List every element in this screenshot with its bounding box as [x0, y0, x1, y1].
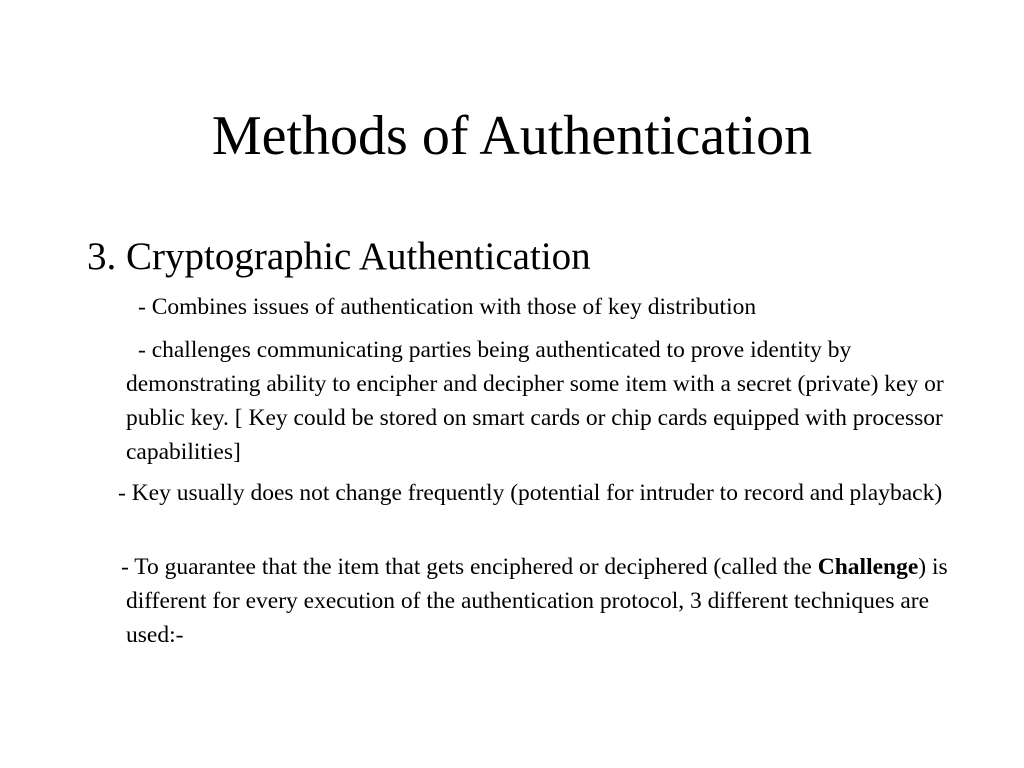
challenge-term: Challenge: [817, 554, 919, 580]
point-challenges: [126, 333, 956, 469]
point-text: - challenges communicating parties being authenticated to prove identity by demonstrating ability to encipher and decipher some item with a secret (private) key or public key. [ Key could be stored on smart cards or chip cards equipped with processor capabilities]: [126, 337, 944, 465]
point-text-before: - To guarantee that the item that gets enciphered or deciphered (called the: [121, 554, 818, 580]
point-key-change: [118, 476, 956, 510]
point-text: - Combines issues of authentication with those of key distribution: [138, 294, 757, 320]
point-key-distribution: [126, 290, 956, 324]
point-text: - Key usually does not change frequently (potential for intruder to record and playback): [118, 480, 943, 506]
point-challenge-techniques: [121, 550, 956, 652]
section-heading: 3. Cryptographic Authentication: [87, 235, 591, 278]
slide-title: Methods of Authentication: [211, 105, 813, 167]
point-text-after: ) is different for every execution of the authentication protocol, 3 different techniques are used:-: [126, 554, 948, 648]
